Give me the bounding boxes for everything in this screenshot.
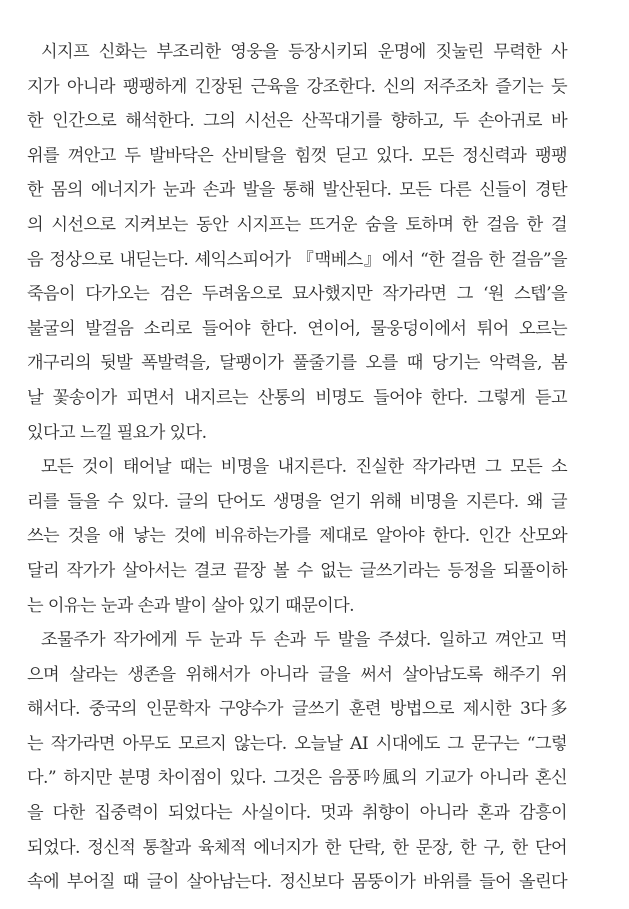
text-line: 을 다한 집중력이 되었다는 사실이다. 멋과 취향이 아니라 혼과 감흥이 bbox=[27, 803, 567, 824]
text-line: 속에 부어질 때 글이 살아남는다. 정신보다 몸뚱이가 바위를 들어 올린다 bbox=[27, 872, 567, 893]
text-line: 는 이유는 눈과 손과 발이 살아 있기 때문이다. bbox=[27, 595, 354, 616]
text-line: 음 정상으로 내딛는다. 셰익스피어가 『맥베스』에서 “한 걸음 한 걸음”을 bbox=[27, 249, 567, 270]
paragraph-2 bbox=[27, 450, 567, 623]
text-line: 으며 살라는 생존을 위해서가 아니라 글을 써서 살아남도록 해주기 위 bbox=[27, 664, 567, 685]
text-line: 한 인간으로 해석한다. 그의 시선은 산꼭대기를 향하고, 두 손아귀로 바 bbox=[27, 111, 567, 132]
text-line: 있다고 느낄 필요가 있다. bbox=[27, 422, 207, 443]
text-line: 리를 들을 수 있다. 글의 단어도 생명을 얻기 위해 비명을 지른다. 왜 글 bbox=[27, 491, 567, 512]
text-line: 해서다. 중국의 인문학자 구양수가 글쓰기 훈련 방법으로 제시한 3다多 bbox=[27, 699, 567, 720]
text-line: 의 시선으로 지켜보는 동안 시지프는 뜨거운 숨을 토하며 한 걸음 한 걸 bbox=[27, 214, 567, 235]
text-line: 시지프 신화는 부조리한 영웅을 등장시키되 운명에 짓눌린 무력한 사 bbox=[41, 42, 567, 62]
text-line: 쓰는 것을 애 낳는 것에 비유하는가를 제대로 알아야 한다. 인간 산모와 bbox=[27, 526, 567, 547]
paragraph-1 bbox=[27, 35, 567, 450]
paragraph-3 bbox=[27, 623, 567, 900]
text-line: 개구리의 뒷발 폭발력을, 달팽이가 풀줄기를 오를 때 당기는 악력을, 봄 bbox=[27, 353, 567, 374]
text-line: 되었다. 정신적 통찰과 육체적 에너지가 한 단락, 한 문장, 한 구, 한 단어 bbox=[27, 837, 567, 858]
text-line: 한 몸의 에너지가 눈과 손과 발을 통해 발산된다. 모든 다른 신들이 경탄 bbox=[27, 180, 567, 201]
text-line: 달리 작가가 살아서는 결코 끝장 볼 수 없는 글쓰기라는 등정을 되풀이하 bbox=[27, 560, 567, 581]
text-line: 불굴의 발걸음 소리로 들어야 한다. 연이어, 물웅덩이에서 튀어 오르는 bbox=[27, 318, 567, 339]
text-line: 는 작가라면 아무도 모르지 않는다. 오늘날 AI 시대에도 그 문구는 “그렇 bbox=[27, 733, 567, 754]
text-line: 날 꽃송이가 피면서 내지르는 산통의 비명도 들어야 한다. 그렇게 듣고 bbox=[27, 387, 567, 408]
text-line: 다.” 하지만 분명 차이점이 있다. 그것은 음풍吟風의 기교가 아니라 혼신 bbox=[27, 768, 567, 789]
text-line: 위를 껴안고 두 발바닥은 산비탈을 힘껏 딛고 있다. 모든 정신력과 팽팽 bbox=[27, 145, 567, 166]
text-line: 조물주가 작가에게 두 눈과 두 손과 두 발을 주셨다. 일하고 껴안고 먹 bbox=[41, 630, 567, 651]
document-page bbox=[27, 35, 567, 900]
text-line: 지가 아니라 팽팽하게 긴장된 근육을 강조한다. 신의 저주조차 즐기는 듯 bbox=[27, 76, 567, 97]
text-line: 죽음이 다가오는 검은 두려움으로 묘사했지만 작가라면 그 ‘원 스텝’을 bbox=[27, 284, 567, 305]
text-line: 모든 것이 태어날 때는 비명을 내지른다. 진실한 작가라면 그 모든 소 bbox=[41, 457, 567, 478]
